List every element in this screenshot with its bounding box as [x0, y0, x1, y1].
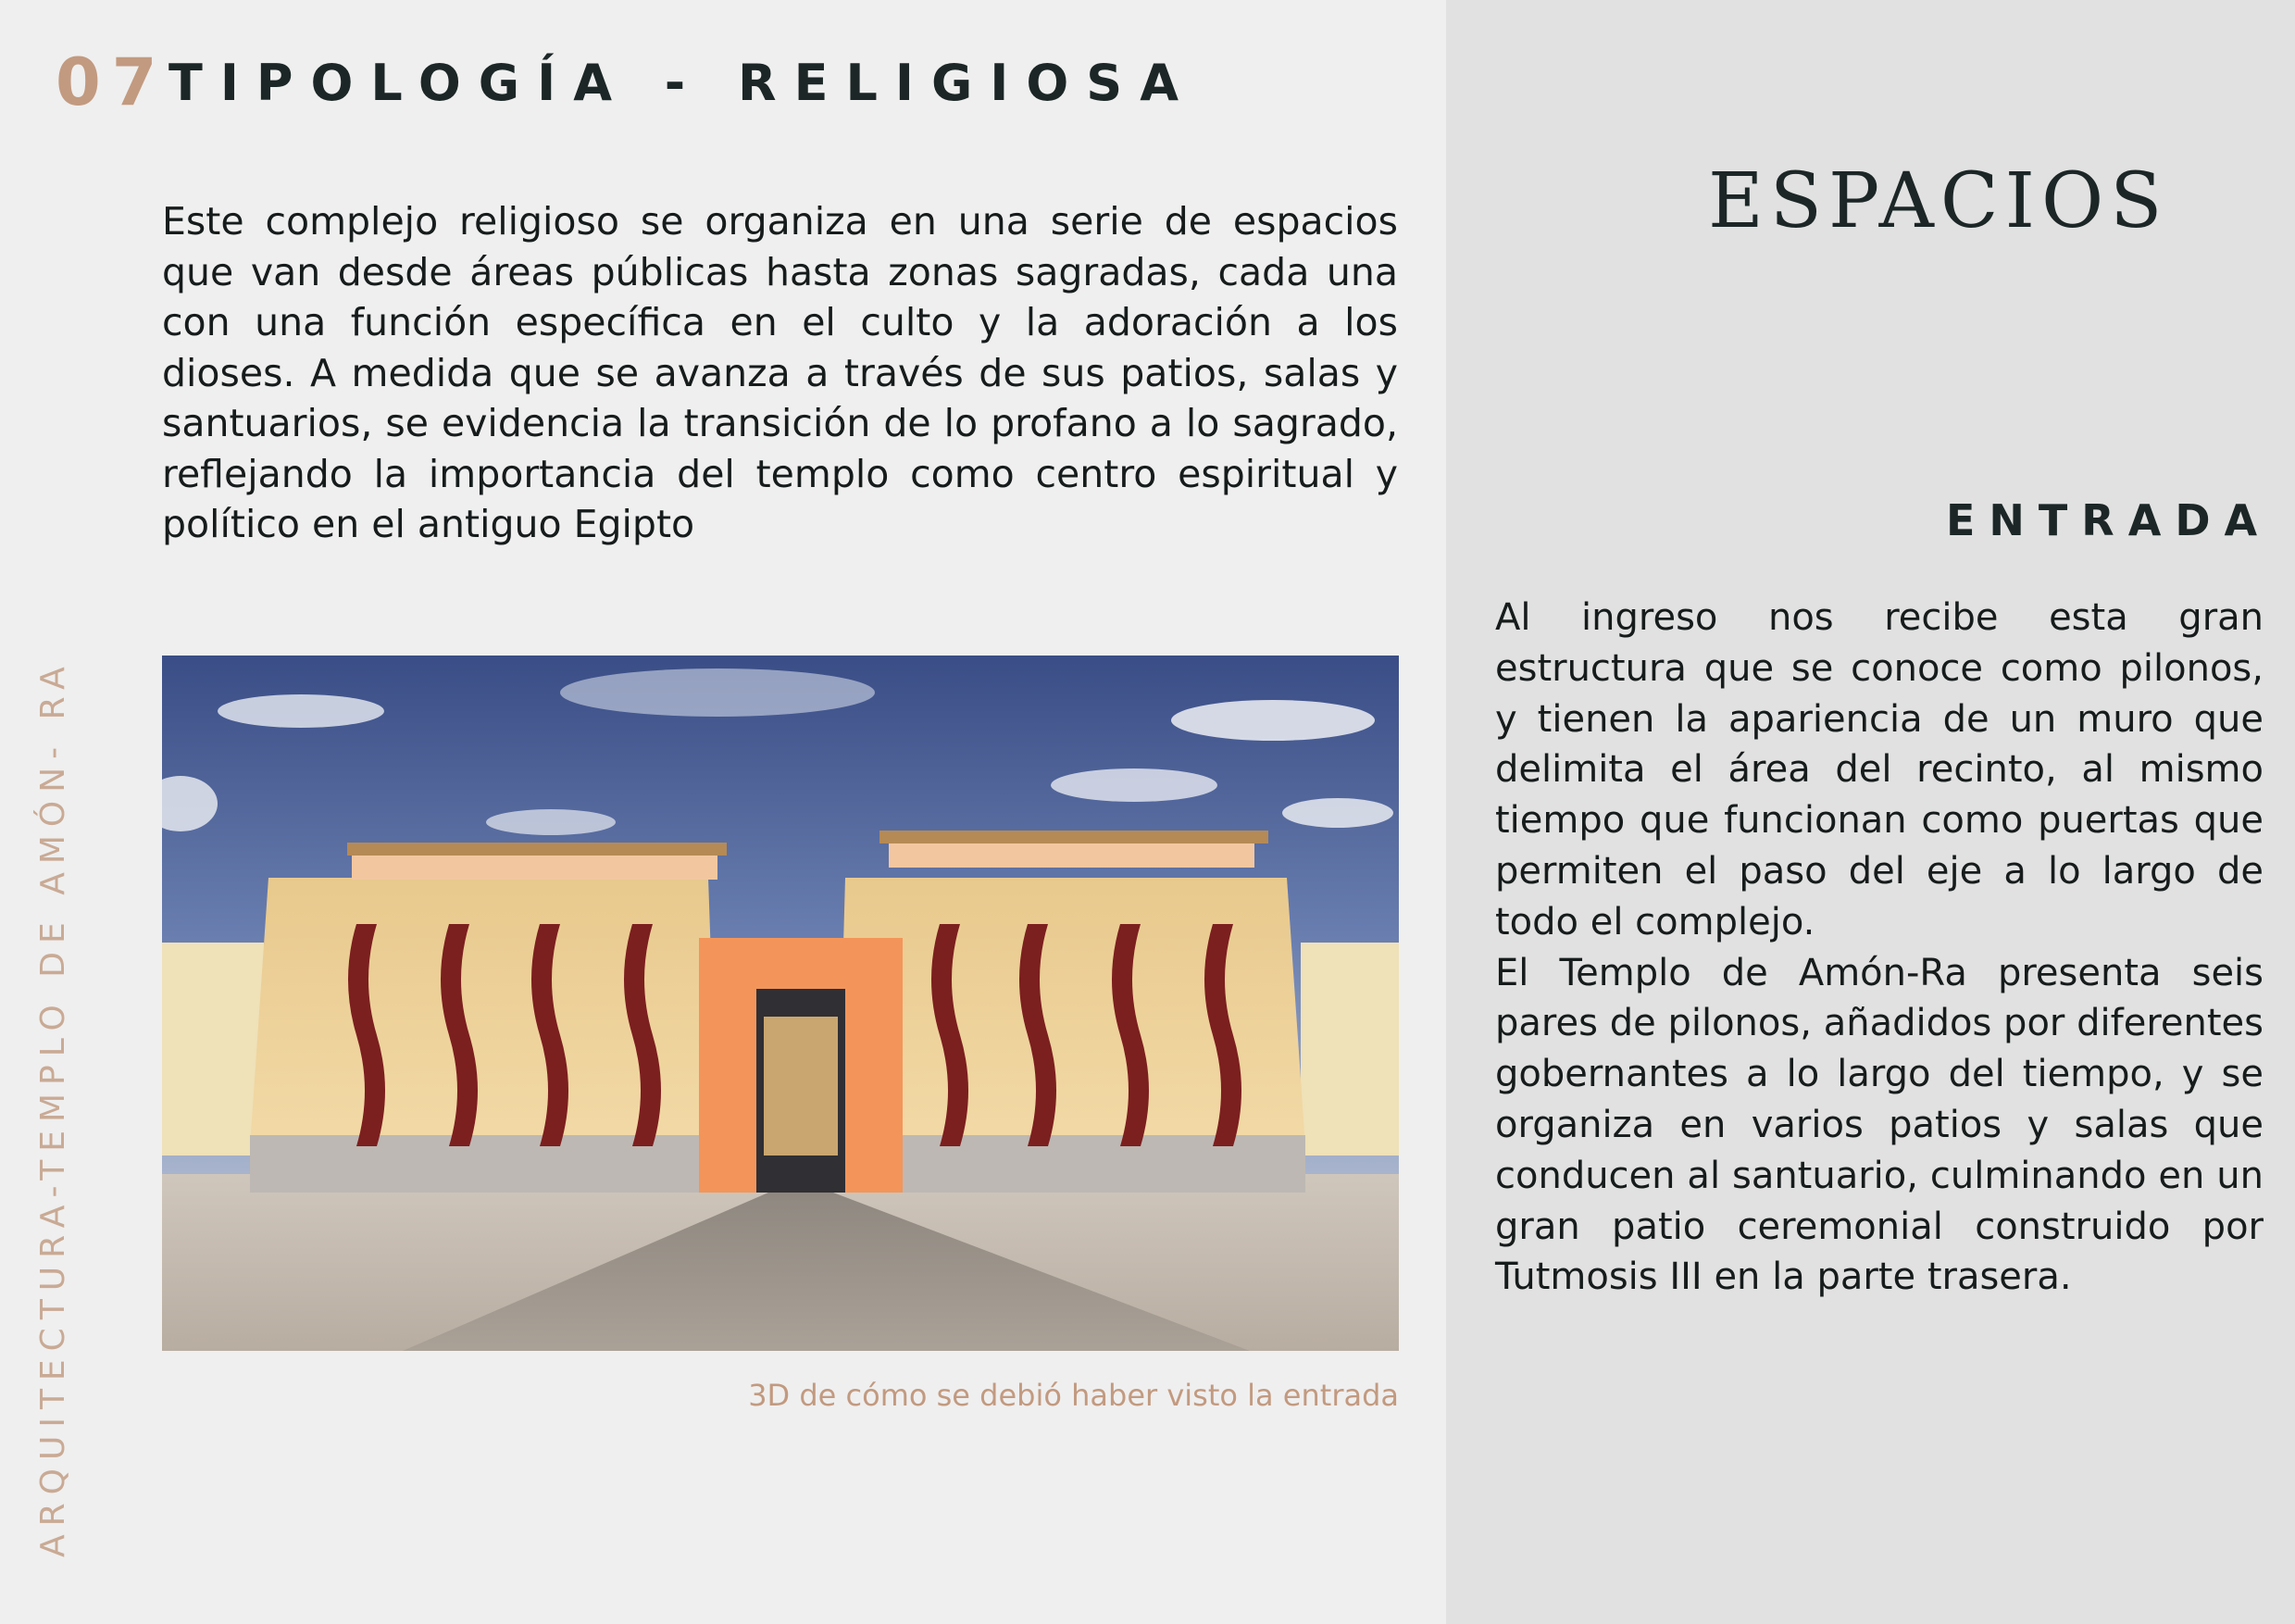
- intro-paragraph: Este complejo religioso se organiza en una serie de espacios que van desde áreas públicas hasta zonas sagradas, cada una con una función específica en el culto y la adoración a los dioses. A medida que se avanza a través de sus patios, salas y santuarios, se evidencia la transición de lo profano a lo sagrado, reflejando la importancia del templo como centro espiritual y político en el antiguo Egipto: [162, 199, 1398, 546]
- entrada-paragraph-1: Al ingreso nos recibe esta gran estructura que se conoce como pilonos, y tienen la apariencia de un muro que delimita el área del recinto, al mismo tiempo que funcionan como puertas que permiten el paso del eje a lo largo de todo el complejo.: [1495, 596, 2264, 943]
- image-caption: 3D de cómo se debió haber visto la entrada: [748, 1378, 1399, 1413]
- entrada-description: [1495, 593, 2264, 1303]
- section-number: 07: [56, 44, 168, 120]
- vertical-side-label: ARQUITECTURA-TEMPLO DE AMÓN- RA: [34, 658, 72, 1557]
- section-title: TIPOLOGÍA - RELIGIOSA: [168, 54, 1196, 112]
- entrada-paragraph-2: El Templo de Amón-Ra presenta seis pares de pilonos, añadidos por diferentes gobernantes a lo largo del tiempo, y se organiza en varios patios y salas que conducen al santuario, culminando en un gran patio ceremonial construido por Tutmosis III en la parte trasera.: [1495, 951, 2264, 1299]
- subheading-entrada: ENTRADA: [1946, 495, 2272, 545]
- heading-espacios: ESPACIOS: [1708, 157, 2169, 245]
- temple-entrance-render: [162, 656, 1399, 1351]
